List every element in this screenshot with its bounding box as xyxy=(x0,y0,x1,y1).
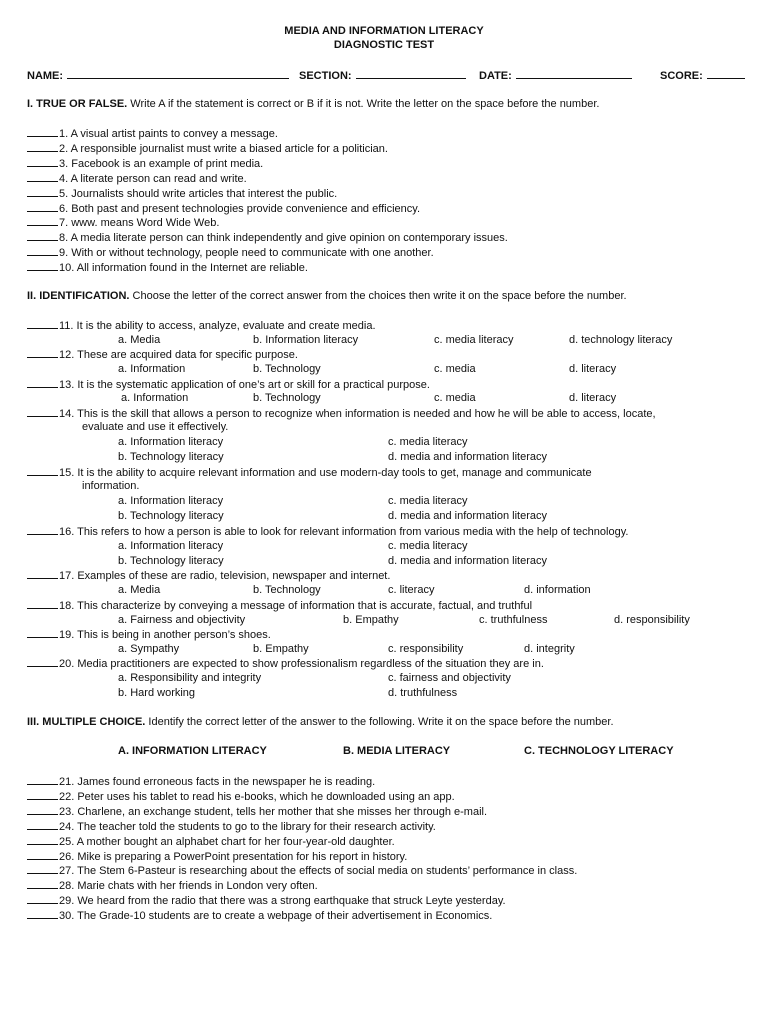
answer-blank[interactable] xyxy=(27,230,58,241)
answer-blank[interactable] xyxy=(27,834,58,845)
answer-blank[interactable] xyxy=(27,141,58,152)
choice-13-b: b. Technology xyxy=(253,392,321,404)
list-item-text: 8. A media literate person can think independently and give opinion on contemporary issues. xyxy=(59,232,508,245)
answer-blank[interactable] xyxy=(27,260,58,271)
list-item-text: 29. We heard from the radio that there was a strong earthquake that struck Leyte yesterday. xyxy=(59,895,506,908)
part3-heading-line xyxy=(27,715,614,729)
list-item xyxy=(27,774,375,789)
answer-blank[interactable] xyxy=(27,318,58,329)
answer-blank[interactable] xyxy=(27,863,58,874)
part2-heading: II. IDENTIFICATION. xyxy=(27,290,130,302)
question-13: 13. It is the systematic application of one’s art or skill for a practical purpose. xyxy=(27,377,430,392)
list-item-text: 2. A responsible journalist must write a biased article for a politician. xyxy=(59,142,388,155)
list-item xyxy=(27,789,455,804)
question-15-cont: information. xyxy=(82,480,140,492)
list-item-text: 27. The Stem 6-Pasteur is researching about the effects of social media on students’ performance in class. xyxy=(59,865,578,878)
choice-12-a: a. Information xyxy=(118,363,186,375)
question-11: 11. It is the ability to access, analyze, evaluate and create media. xyxy=(27,318,376,333)
answer-blank[interactable] xyxy=(27,627,58,638)
answer-blank[interactable] xyxy=(27,908,58,919)
list-item xyxy=(27,126,278,141)
answer-blank[interactable] xyxy=(27,126,58,137)
answer-blank[interactable] xyxy=(27,893,58,904)
option-b: B. MEDIA LITERACY xyxy=(343,745,451,757)
choice-12-c: c. media xyxy=(434,363,476,375)
list-item xyxy=(27,863,577,878)
date-label: DATE: xyxy=(479,70,512,82)
list-item xyxy=(27,878,318,893)
answer-blank[interactable] xyxy=(27,789,58,800)
score-label: SCORE: xyxy=(660,70,703,82)
question-14: 14. This is the skill that allows a person to recognize when information is needed and how he will be able to access, locate, xyxy=(27,406,656,421)
question-20: 20. Media practitioners are expected to show professionalism regardless of the situation they are in. xyxy=(27,656,544,671)
answer-blank[interactable] xyxy=(27,215,58,226)
question-12: 12. These are acquired data for specific purpose. xyxy=(27,347,298,362)
score-field[interactable] xyxy=(660,68,745,82)
answer-blank[interactable] xyxy=(27,465,58,476)
list-item xyxy=(27,156,263,171)
list-item xyxy=(27,260,308,275)
part2-heading-line xyxy=(27,289,627,303)
choice-19-d: d. integrity xyxy=(524,643,575,655)
list-item-text: 3. Facebook is an example of print media. xyxy=(59,157,264,170)
list-item-text: 10. All information found in the Internet are reliable. xyxy=(59,262,308,275)
choice-20-c: c. fairness and objectivity xyxy=(388,672,511,684)
answer-blank[interactable] xyxy=(27,156,58,167)
part1-instructions: Write A if the statement is correct or B if it is not. Write the letter on the space before the number. xyxy=(127,98,600,110)
section-label: SECTION: xyxy=(299,70,352,82)
list-item-text: 24. The teacher told the students to go to the library for their research activity. xyxy=(59,820,436,833)
choice-12-d: d. literacy xyxy=(569,363,617,375)
answer-blank[interactable] xyxy=(27,819,58,830)
choice-15-a: a. Information literacy xyxy=(118,495,224,507)
answer-blank[interactable] xyxy=(27,201,58,212)
list-item xyxy=(27,245,434,260)
list-item-text: 26. Mike is preparing a PowerPoint presentation for his report in history. xyxy=(59,850,408,863)
choice-16-c: c. media literacy xyxy=(388,540,468,552)
choice-14-c: c. media literacy xyxy=(388,436,468,448)
choice-17-a: a. Media xyxy=(118,584,161,596)
choice-11-d: d. technology literacy xyxy=(569,334,673,346)
answer-blank[interactable] xyxy=(27,804,58,815)
choice-20-b: b. Hard working xyxy=(118,687,196,699)
answer-blank[interactable] xyxy=(27,406,58,417)
question-17: 17. Examples of these are radio, television, newspaper and internet. xyxy=(27,568,390,583)
choice-15-b: b. Technology literacy xyxy=(118,510,224,522)
choice-15-c: c. media literacy xyxy=(388,495,468,507)
section-field[interactable] xyxy=(299,68,466,82)
answer-blank[interactable] xyxy=(27,245,58,256)
choice-11-c: c. media literacy xyxy=(434,334,514,346)
choice-18-d: d. responsibility xyxy=(614,614,690,626)
answer-blank[interactable] xyxy=(27,568,58,579)
list-item xyxy=(27,201,420,216)
name-label: NAME: xyxy=(27,70,64,82)
list-item xyxy=(27,215,219,230)
list-item xyxy=(27,141,388,156)
choice-16-b: b. Technology literacy xyxy=(118,555,224,567)
question-18: 18. This characterize by conveying a message of information that is accurate, factual, and truthful xyxy=(27,598,532,613)
choice-18-a: a. Fairness and objectivity xyxy=(118,614,246,626)
choice-18-c: c. truthfulness xyxy=(479,614,548,626)
choice-15-d: d. media and information literacy xyxy=(388,510,547,522)
answer-blank[interactable] xyxy=(27,878,58,889)
list-item-text: 23. Charlene, an exchange student, tells her mother that she misses her through e-mail. xyxy=(59,805,488,818)
part2-instructions: Choose the letter of the correct answer from the choices then write it on the space before the number. xyxy=(129,290,627,302)
answer-blank[interactable] xyxy=(27,598,58,609)
list-item-text: 1. A visual artist paints to convey a message. xyxy=(59,128,278,140)
list-item xyxy=(27,893,506,908)
question-15: 15. It is the ability to acquire relevant information and use modern-day tools to get, manage and communicate xyxy=(27,465,592,480)
choice-14-b: b. Technology literacy xyxy=(118,451,224,463)
name-field[interactable] xyxy=(27,68,289,82)
choice-17-d: d. information xyxy=(524,584,591,596)
list-item-text: 30. The Grade-10 students are to create a webpage of their advertisement in Economics. xyxy=(59,910,493,923)
list-item xyxy=(27,849,407,864)
answer-blank[interactable] xyxy=(27,849,58,860)
choice-20-a: a. Responsibility and integrity xyxy=(118,672,262,684)
choice-12-b: b. Technology xyxy=(253,363,321,375)
list-item-text: 4. A literate person can read and write. xyxy=(59,172,247,185)
list-item-text: 6. Both past and present technologies provide convenience and efficiency. xyxy=(59,202,421,215)
answer-blank[interactable] xyxy=(27,656,58,667)
list-item xyxy=(27,819,436,834)
list-item-text: 7. www. means Word Wide Web. xyxy=(59,217,220,230)
answer-blank[interactable] xyxy=(27,524,58,535)
document-title: MEDIA AND INFORMATION LITERACY xyxy=(284,25,484,37)
list-item-text: 22. Peter uses his tablet to read his e-books, which he downloaded using an app. xyxy=(59,790,455,803)
list-item xyxy=(27,171,247,186)
choice-19-b: b. Empathy xyxy=(253,643,309,655)
list-item-text: 5. Journalists should write articles that interest the public. xyxy=(59,187,338,200)
choice-17-c: c. literacy xyxy=(388,584,435,596)
question-19: 19. This is being in another person’s shoes. xyxy=(27,627,271,642)
list-item-text: 28. Marie chats with her friends in London very often. xyxy=(59,880,318,893)
list-item xyxy=(27,834,395,849)
date-field[interactable] xyxy=(479,68,632,82)
part3-instructions: Identify the correct letter of the answer to the following. Write it on the space before the number. xyxy=(145,716,614,728)
list-item-text: 9. With or without technology, people need to communicate with one another. xyxy=(59,247,434,260)
choice-14-d: d. media and information literacy xyxy=(388,451,547,463)
document-subtitle: DIAGNOSTIC TEST xyxy=(333,39,435,51)
choice-19-a: a. Sympathy xyxy=(118,643,180,655)
choice-13-a: a. Information xyxy=(121,392,189,404)
answer-blank[interactable] xyxy=(27,347,58,358)
choice-17-b: b. Technology xyxy=(253,584,321,596)
answer-blank[interactable] xyxy=(27,774,58,785)
question-14-cont: evaluate and use it effectively. xyxy=(82,421,229,433)
choice-13-d: d. literacy xyxy=(569,392,617,404)
list-item xyxy=(27,186,337,201)
part3-heading: III. MULTIPLE CHOICE. xyxy=(27,716,146,728)
choice-11-b: b. Information literacy xyxy=(253,334,359,346)
choice-20-d: d. truthfulness xyxy=(388,687,458,699)
choice-19-c: c. responsibility xyxy=(388,643,464,655)
part1-heading: I. TRUE OR FALSE. xyxy=(27,98,128,110)
choice-13-c: c. media xyxy=(434,392,476,404)
part1-heading-line xyxy=(27,97,599,111)
list-item-text: 21. James found erroneous facts in the newspaper he is reading. xyxy=(59,776,376,788)
choice-14-a: a. Information literacy xyxy=(118,436,224,448)
choice-16-a: a. Information literacy xyxy=(118,540,224,552)
answer-blank[interactable] xyxy=(27,171,58,182)
question-16: 16. This refers to how a person is able to look for relevant information from various media with the help of technology. xyxy=(27,524,628,539)
choice-18-b: b. Empathy xyxy=(343,614,399,626)
list-item xyxy=(27,804,487,819)
list-item-text: 25. A mother bought an alphabet chart for her four-year-old daughter. xyxy=(59,835,395,848)
list-item xyxy=(27,908,492,923)
answer-blank[interactable] xyxy=(27,186,58,197)
choice-16-d: d. media and information literacy xyxy=(388,555,547,567)
list-item xyxy=(27,230,508,245)
option-a: A. INFORMATION LITERACY xyxy=(118,745,267,757)
option-c: C. TECHNOLOGY LITERACY xyxy=(524,745,674,757)
choice-11-a: a. Media xyxy=(118,334,161,346)
answer-blank[interactable] xyxy=(27,377,58,388)
